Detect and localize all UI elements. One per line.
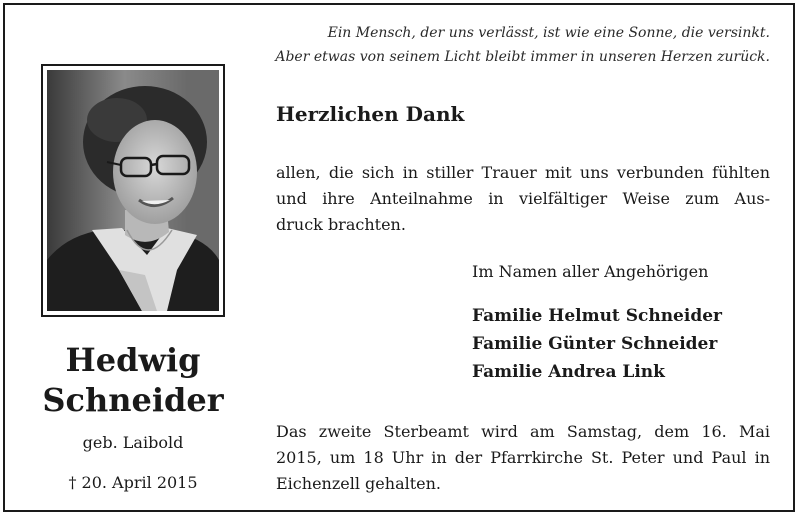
- portrait-photo: [47, 70, 219, 311]
- thanks-line-3: druck brachten.: [276, 215, 406, 234]
- service-announcement: [276, 419, 770, 497]
- family-name: Familie Helmut Schneider: [472, 306, 722, 326]
- service-line-3: Eichenzell gehalten.: [276, 474, 442, 493]
- deceased-last-name: Schneider: [42, 381, 224, 419]
- service-line-1: Das zweite Sterbeamt wird am Samstag, dem 16. Mai: [276, 422, 770, 441]
- thanks-heading: Herzlichen Dank: [276, 102, 465, 126]
- family-name: Familie Andrea Link: [472, 362, 665, 382]
- quote-line-1: Ein Mensch, der uns verlässt, ist wie eine Sonne, die versinkt.: [327, 25, 770, 41]
- family-name: Familie Günter Schneider: [472, 334, 718, 354]
- memorial-quote: [210, 21, 770, 69]
- on-behalf-text: Im Namen aller Angehörigen: [472, 262, 709, 281]
- thanks-text: [276, 160, 770, 238]
- deceased-death-date: † 20. April 2015: [68, 473, 198, 492]
- service-line-2: 2015, um 18 Uhr in der Pfarrkirche St. Peter und Paul in: [276, 448, 770, 467]
- quote-line-2: Aber etwas von seinem Licht bleibt immer in unseren Herzen zurück.: [275, 49, 770, 65]
- thanks-line-2: und ihre Anteilnahme in vielfältiger Weise zum Aus-: [276, 189, 770, 208]
- family-signatures: [472, 302, 722, 386]
- deceased-maiden-name: geb. Laibold: [82, 433, 184, 452]
- thanks-line-1: allen, die sich in stiller Trauer mit uns verbunden fühlten: [276, 163, 770, 182]
- portrait-frame: [41, 64, 225, 317]
- deceased-first-name: Hedwig: [65, 341, 201, 379]
